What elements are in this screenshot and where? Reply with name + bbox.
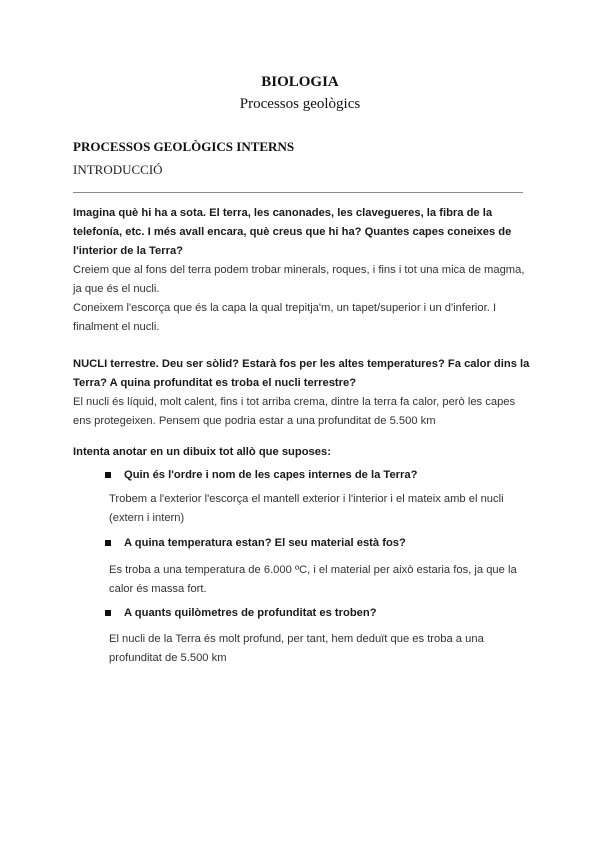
task-prompt-text: Intenta anotar en un dibuix tot allò que suposes: bbox=[73, 446, 331, 458]
question-text: Imagina què hi ha a sota. El terra, les canonades, les clavegueres, la fibra de la telefonía, etc. I més avall encara, què creus que hi ha? Quantes capes coneixes de l'interior de la Terra? bbox=[73, 207, 512, 257]
bullet-question: A quina temperatura estan? El seu material està fos? bbox=[124, 537, 406, 549]
answer-text: Creiem que al fons del terra podem trobar minerals, roques, i fins i tot una mica de magma, ja que és el nucli. bbox=[73, 264, 525, 295]
bullet-question: Quin és l'ordre i nom de les capes internes de la Terra? bbox=[124, 469, 418, 481]
section-heading: PROCESSOS GEOLÒGICS INTERNS bbox=[73, 139, 295, 154]
document-subtitle: Processos geològics bbox=[239, 96, 361, 112]
answer-text: Coneixem l'escorça que és la capa la qual trepitja'm, un tapet/superior i un d'inferior. I finalment el nucli. bbox=[73, 302, 497, 333]
bullet-answer-1: Trobem a l'exterior l'escorça el mantell exterior i l'interior i el mateix amb el nucli (extern i intern) bbox=[109, 493, 504, 524]
bullet-answer-2: Es troba a una temperatura de 6.000 ºC, i el material per això estaria fos, ja que la calor és massa fort. bbox=[109, 564, 517, 595]
square-bullet-icon bbox=[105, 472, 111, 478]
question-block-2 bbox=[73, 355, 533, 431]
section-subheading: INTRODUCCIÓ bbox=[73, 162, 163, 177]
section-divider bbox=[73, 192, 523, 193]
document-title: BIOLOGIA bbox=[261, 74, 339, 90]
drawing-task-prompt bbox=[73, 443, 533, 462]
bullet-question: A quants quilòmetres de profunditat es troben? bbox=[124, 607, 377, 619]
bullet-answer-3: El nucli de la Terra és molt profund, per tant, hem deduït que es troba a una profunditat de 5.500 km bbox=[109, 633, 484, 664]
square-bullet-icon bbox=[105, 610, 111, 616]
answer-text: El nucli és líquid, molt calent, fins i tot arriba crema, dintre la terra fa calor, però les capes ens protegeixen. Pensem que podria estar a una profunditat de 5.500 km bbox=[73, 396, 516, 427]
question-text: NUCLI terrestre. Deu ser sòlid? Estarà fos per les altes temperatures? Fa calor dins la Terra? A quina profunditat es troba el nucli terrestre? bbox=[73, 358, 530, 389]
bullet-item-3 bbox=[105, 604, 535, 623]
bullet-item-1 bbox=[105, 466, 535, 485]
bullet-item-2 bbox=[105, 534, 535, 553]
question-block-1 bbox=[73, 204, 533, 337]
square-bullet-icon bbox=[105, 540, 111, 546]
